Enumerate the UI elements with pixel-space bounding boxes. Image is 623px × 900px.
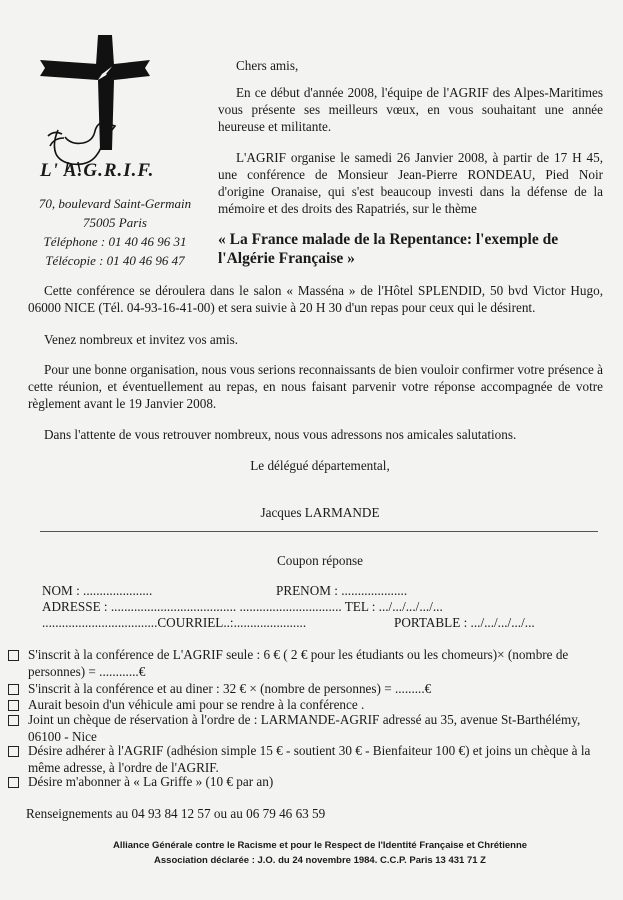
signer-name: Jacques LARMANDE xyxy=(260,505,380,520)
option-conference-dinner[interactable] xyxy=(8,680,608,697)
checkbox[interactable] xyxy=(8,684,19,695)
checkbox[interactable] xyxy=(8,777,19,788)
option-label: S'inscrit à la conférence de L'AGRIF seule : 6 € ( 2 € pour les étudiants ou les chomeurs)× (nombre de personnes) = ............€ xyxy=(28,647,569,679)
field-courriel[interactable]: ...................................COURRIEL..:...................... xyxy=(42,615,307,630)
info-phones: Renseignements au 04 93 84 12 57 ou au 06 79 46 63 59 xyxy=(26,806,326,821)
footer-registration: Association déclarée : J.O. du 24 novembre 1984. C.C.P. Paris 13 431 71 Z xyxy=(154,855,486,866)
option-cheque[interactable] xyxy=(8,711,608,745)
org-address xyxy=(30,194,200,270)
checkbox[interactable] xyxy=(8,700,19,711)
paragraph-venue: Cette conférence se déroulera dans le salon « Masséna » de l'Hôtel SPLENDID, 50 bvd Victor Hugo, 06000 NICE (Tél. 04-93-16-41-00) et sera suivie à 20 H 30 d'un repas pour ceux qui le désirent. xyxy=(28,283,603,315)
separator-line xyxy=(40,531,598,532)
option-label: Désire adhérer à l'AGRIF (adhésion simple 15 € - soutient 30 € - Bienfaiteur 100 €) et joins un chèque à la même adresse, à l'ordre de l'AGRIF. xyxy=(28,743,591,775)
paragraph-closing: Dans l'attente de vous retrouver nombreux, nous vous adressons nos amicales salutations. xyxy=(44,427,517,442)
option-label: Joint un chèque de réservation à l'ordre de : LARMANDE-AGRIF adressé au 35, avenue St-Barthélémy, 06100 - Nice xyxy=(28,712,581,744)
agrif-logo-name: L' A.G.R.I.F. xyxy=(40,160,155,181)
checkbox[interactable] xyxy=(8,715,19,726)
greeting: Chers amis, xyxy=(236,58,299,73)
paragraph-invite: Venez nombreux et invitez vos amis. xyxy=(44,332,239,347)
option-label: S'inscrit à la conférence et au diner : 32 € × (nombre de personnes) = .........€ xyxy=(28,681,432,696)
checkbox[interactable] xyxy=(8,650,19,661)
option-membership[interactable] xyxy=(8,742,608,776)
option-label: Désire m'abonner à « La Griffe » (10 € par an) xyxy=(28,774,274,789)
address-phone: Téléphone : 01 40 46 96 31 xyxy=(43,234,187,249)
field-portable[interactable]: PORTABLE : .../.../.../.../... xyxy=(394,615,535,630)
field-adresse-tel[interactable]: ADRESSE : ...................................... ............................... TEL : .../.../.../.../... xyxy=(42,599,443,614)
coupon-title: Coupon réponse xyxy=(276,553,364,568)
option-conference-only[interactable] xyxy=(8,646,608,680)
option-subscription[interactable] xyxy=(8,773,608,790)
field-nom[interactable]: NOM : ..................... xyxy=(42,583,153,598)
conference-title: « La France malade de la Repentance: l'exemple de l'Algérie Française » xyxy=(218,231,559,267)
field-prenom[interactable]: PRENOM : .................... xyxy=(276,583,408,598)
paragraph-conference: L'AGRIF organise le samedi 26 Janvier 2008, à partir de 17 H 45, une conférence de Monsieur Jean-Pierre RONDEAU, Pied Noir d'origine Oranaise, qui s'est beaucoup investi dans la défense de la mémoire et des droits des Rapatriés, sur le thème xyxy=(218,150,603,216)
address-fax: Télécopie : 01 40 46 96 47 xyxy=(45,253,185,268)
address-street: 70, boulevard Saint-Germain xyxy=(38,196,192,211)
address-city: 75005 Paris xyxy=(83,215,147,230)
checkbox[interactable] xyxy=(8,746,19,757)
signoff: Le délégué départemental, xyxy=(250,458,390,473)
option-label: Aurait besoin d'un véhicule ami pour se rendre à la conférence . xyxy=(28,697,365,712)
footer-alliance: Alliance Générale contre le Racisme et pour le Respect de l'Identité Française et Chrétienne xyxy=(112,840,528,851)
paragraph-wishes: En ce début d'année 2008, l'équipe de l'AGRIF des Alpes-Maritimes vous présente ses meilleurs vœux, en vous souhaitant une année heureuse et militante. xyxy=(218,85,603,134)
paragraph-confirm: Pour une bonne organisation, nous vous serions reconnaissants de bien vouloir confirmer votre présence à cette réunion, et éventuellement au repas, en nous faisant parvenir votre réponse accompagnée de votre règlement avant le 19 Janvier 2008. xyxy=(28,362,603,411)
